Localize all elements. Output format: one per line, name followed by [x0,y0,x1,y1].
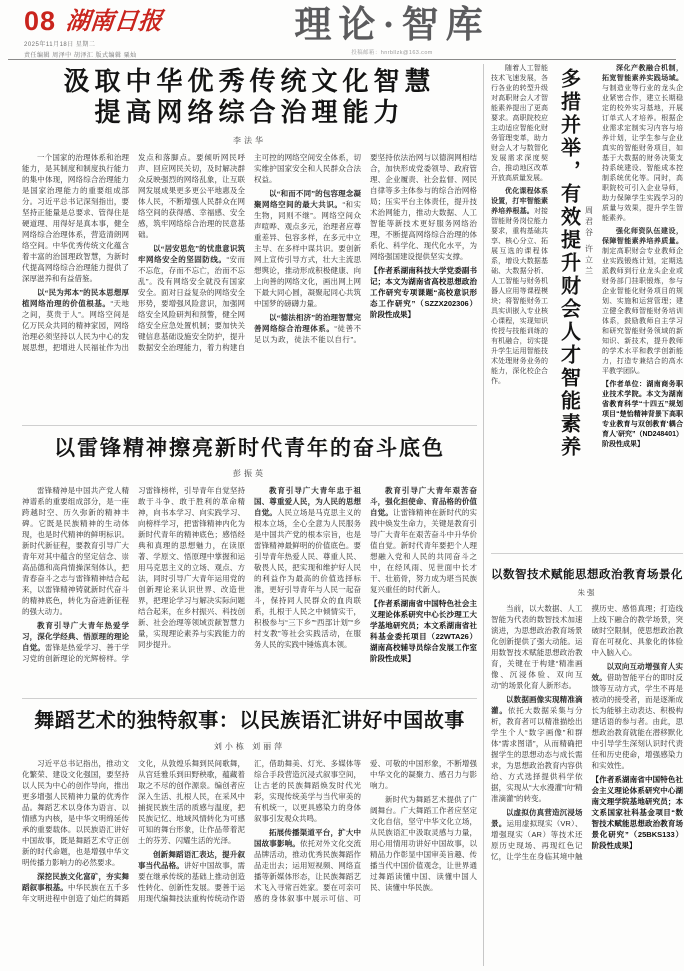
masthead-block [24,8,162,59]
masthead-logo: 湖南日报 [64,9,164,35]
page-number: 08 [24,6,57,36]
right-column-group [484,64,683,966]
body-paragraph: 以“和而不同”的包容理念凝聚网络空间的最大共识。“和实生物，同则不继”。网络空间众声喧哗、观点多元，治理者应尊重差异、包容多样，在多元中立主导、在多样中谋共识。要创新网上宣传引导方式，壮大主流思想舆论，推动形成积极健康、向上向善的网络文化，画出网上网下最大同心圆，凝聚起同心共筑中国梦的磅礴力量。 [254,189,362,308]
body-paragraph: 强化师资队伍建设，保障智能素养培养质量。制定高职财会专业教师企业实践锻炼计划，定期选派教师到行业龙头企业或财务部门挂职锻炼，参与企业智能化财务项目的规划、实施和运营管理；建立健全教师智能财务培训体系，鼓励教师自主学习和研究智能财务领域的新知识、新技术，提升教师的学术水平和教学创新能力，打造专兼结合的高水平教学团队。 [602,228,683,375]
body-paragraph: 教育引导广大青年忠于祖国、尊重爱人民，为人民的思想自觉。人民立场是马克思主义的根本立场，全心全意为人民服务是中国共产党的根本宗旨，也是雷锋精神最鲜明的价值底色。要引导青年热爱人民、尊重人民、敬畏人民，把实现和维护好人民的利益作为最高的价值选择标准，更好引导青年与人民一起奋斗，保持同人民群众的血肉联系，扎根于人民之中倾情实干，积极参与“三下乡”“西部计划”“乡村支教”等社会实践活动，在服务人民的实践中锤炼真本领。 [254,486,362,649]
body-paragraph: 一个国家的治理体系和治理能力，是其制度和制度执行能力的集中体现，网络综合治理能力是国家治理能力的重要组成部分。习近平总书记深刻指出，要坚持正能量是总要求、管得住是硬道理、用得好是真本事，健全网络综合治理体系，营造清朗网络空间。中华优秀传统文化蕴含着丰富的治国理政智慧，为新时代提高网络综合治理能力提供了深厚滋养和有益借鉴。 [22,153,129,283]
article-authors-vertical: 周君谷 许立兰 [584,206,594,278]
page-content [22,64,683,966]
article-body-column-right [602,64,683,546]
page-header [0,0,684,58]
section-title-block [294,6,489,56]
submission-email-line: 投稿邮箱：hnrbllzk@163.com [351,50,433,56]
article-footnote: 【作者系湖南省中国特色社会主义理论体系研究中心长沙理工大学基地研究员；本文系湖南省社科基金委托项目（22WTA26）湖南高校辅导员综合发展工作室阶段性成果】 [370,599,477,663]
article-title: 以雷锋精神擦亮新时代青年的奋斗底色 [54,437,445,460]
article-footnote: 【作者单位：湖南商务职业技术学院。本文为湖南省教育科学“十四五”规划项目“楚怡精神背景下高职专业教育与双创教育‘耦合育人’研究”（ND248401）阶段性成果】 [602,381,683,448]
article-title [22,66,477,128]
section-separator [491,553,683,554]
body-paragraph: 创新舞蹈语汇表达，提升叙事当代品格。讲好中国故事，需要在继承传统的基础上推动创造性转化、创新性发展。要善于运用现代编舞技法重构传统动作语汇，借助舞美、灯光、多媒体等综合手段营造沉浸式叙事空间，让古老的民族舞蹈焕发时代光彩，实现传统美学与当代审美的有机统一，以更具感染力的身体叙事引发观众共鸣。 [138,759,361,903]
vertical-headline-strip [548,64,602,546]
section-separator [22,425,477,426]
body-paragraph: 教育引导广大青年热爱学习，深化学经典、悟原理的理论自觉。雷锋是热爱学习、善于学习党的创新理论的光辉榜样。学习雷锋榜样，引导青年自觉坚持敢于斗争、敢于胜利的革命精神，向书本学习、向实践学习、向榜样学习，把雷锋精神内化为新时代青年的精神底色；感悟经典和真理的思想魅力，在读原著、学原文、悟原理中掌握和运用马克思主义的立场、观点、方法，同时引导广大青年运用党的创新理论来认识世界、改造世界，把理论学习与解决实际问题结合起来，在乡村振兴、科技创新、社会治理等领域贡献智慧力量，实现理论素养与实践能力的同步提升。 [22,486,245,663]
article-title-line2: 提高网络综合治理能力 [94,97,405,127]
date-line: 2025年11月18日 星期二 [24,42,96,48]
article-network-governance [22,64,477,418]
article-body [22,758,477,971]
editors-line: 责任编辑 周泽中 胡泽汇 版式编辑 粟灿 [24,53,137,59]
body-paragraph: 新时代为舞蹈艺术提供了广阔舞台。广大舞蹈工作者应坚定文化自信，坚守中华文化立场，从民族语汇中汲取灵感与力量，用心用情用功讲好中国故事，以精品力作彰显中国审美旨趣、传播当代中国价值观念，让世界通过舞蹈读懂中国、读懂中国人民、读懂中华民族。 [370,795,477,892]
article-title-vertical: 多措并举，有效提升财会人才智能素养 [557,68,580,459]
body-paragraph: 习近平总书记指出，推动文化繁荣、建设文化强国，要坚持以人民为中心的创作导向，推出更多增强人民精神力量的优秀作品。舞蹈艺术以身体为语言、以情感为内核，是中华文明绵延传承的重要载体。以民族语汇讲好中国故事，既是舞蹈艺术守正创新的时代命题，也是增强中华文明传播力影响力的必然要求。 [22,759,129,867]
body-paragraph: 以“民为邦本”的民本思想厚植网络治理的价值根基。“天地之间，莫贵于人”。网络空间是亿万民众共同的精神家园，网络治理必须坚持以人民为中心的发展思想，把增进人民福祉作为出发点和落脚点。要倾听网民呼声、回应网民关切，及时解决群众反映强烈的网络乱象，让互联网发展成果更多更公平地惠及全体人民，不断增强人民群众在网络空间的获得感、幸福感、安全感，筑牢网络综合治理的民意基础。 [22,153,245,352]
body-paragraph: 深化产教融合机制，拓宽智能素养实践场域。与制造业等行业的龙头企业紧密合作，建立长期稳定的校外实习基地，开展订单式人才培养。根据企业需求定制实习内容与培养计划，让学生参与企业真实的智能财务项目，如基于大数据的财务决策支持系统建设、智能成本控制系统优化等。同时，高职院校可引入企业导师，助力保障学生实践学习的质量与效果，提升学生智能素养。 [602,65,683,222]
article-footnote: 【作者系湖南科技大学党委副书记；本文为湖南省高校思想政治工作研究专项课题“高校意识形态工作研究”（SZZX202306）阶段性成果】 [370,266,477,319]
article-author: 李法华 [233,136,266,145]
body-paragraph: 以数据画像实现精准滴灌。依托大数据采集与分析，教育者可以精准描绘出学生个人“数字画像”和群体“需求图谱”，从而精确把握学生的思想动态与成长需求，为思想政治教育内容供给、方式选择提供科学依据，实现从“大水漫灌”向“精准滴灌”的转变。 [491,695,583,803]
left-column-group [22,64,483,966]
body-paragraph: 以“居安思危”的忧患意识筑牢网络安全的坚固防线。“安而不忘危，存而不忘亡，治而不忘乱”。没有网络安全就没有国家安全。面对日益复杂的网络安全形势，要增强风险意识，加强网络安全风险研判和预警，健全网络安全应急处置机制；要加快关键信息基础设施安全防护，提升数据安全治理能力，着力构建自主可控的网络空间安全体系，切实维护国家安全和人民群众合法权益。 [138,153,361,352]
body-paragraph: 以虚拟仿真营造沉浸场景。运用虚拟现实（VR）、增强现实（AR）等技术还原历史现场、再现红色记忆，让学生在身临其境中触摸历史、感悟真理；打造线上线下融合的教学场景，突破时空限制，使思想政治教育在可视化、具象化的体验中入脑入心。 [491,604,683,861]
body-paragraph: 当前，以大数据、人工智能为代表的数智技术加速演进，为思想政治教育场景化创新提供了强大动能。运用数智技术赋能思想政治教育，关键在于构建“精准画像、沉浸体验、双向互动”的场景化育人新形态。 [491,604,583,690]
article-leifeng-spirit [22,432,477,691]
body-paragraph: 深挖民族文化富矿，夯实舞蹈叙事根基。中华民族在五千多年文明进程中创造了灿烂的舞蹈文化，从敦煌乐舞到民间歌舞，从宫廷雅乐到田野秧歌，蕴藏着取之不尽的创作源泉。编创者应深入生活、扎根人民，在采风中捕捉民族生活的质感与温度，把民族记忆、地域风情转化为可感可知的舞台形象，让作品带着泥土的芬芳、闪耀生活的光泽。 [22,759,245,903]
article-author: 朱强 [577,588,597,597]
body-paragraph: 教育引导广大青年艰苦奋斗，强化担使命、育品格的价值自觉。让雷锋精神在新时代的实践中焕发生命力，关键是教育引导广大青年在艰苦奋斗中升华价值自觉。新时代青年要把个人理想融入党和人民的共同奋斗之中，在经风雨、见世面中长才干、壮筋骨，努力成为堪当民族复兴重任的时代新人。 [370,486,477,594]
article-dance-narrative [22,705,477,971]
body-paragraph: 优化课程体系设置，打牢智能素养培养根基。对接智能财务岗位能力要求，重构基础共享、核心分立、拓展互选的课程体系，增设大数据基础、大数据分析、人工智能与财务机器人应用等课程模块；将智能财务工具实训嵌入专业核心课程，实现知识传授与技能训练的有机融合，切实提升学生运用智能技术处理财务业务的能力，深化校企合作。 [491,188,548,385]
article-body [22,152,477,418]
article-title: 舞蹈艺术的独特叙事：以民族语汇讲好中国故事 [34,710,465,732]
article-author: 彭振英 [233,469,266,478]
article-finance-talent [491,64,683,546]
header-rule [8,59,676,60]
body-paragraph: 以双向互动增强育人实效。借助智能平台的即时反馈等互动方式，学生不再是被动的接受者，而是逐渐成长为能够主动表达、积极构建话语的参与者。由此，思想政治教育就能在潜移默化中引导学生深刻认识时代责任和历史使命，增强感染力和实效性。 [591,662,683,770]
body-paragraph: 拓展传播渠道平台，扩大中国故事影响。依托对外文化交流品牌活动，推动优秀民族舞蹈作品走出去；运用短视频、网络直播等新媒体形态，让民族舞蹈艺术飞入寻常百姓家。要在可亲可感的身体叙事中展示可信、可爱、可敬的中国形象，不断增强中华文化的凝聚力、感召力与影响力。 [254,759,477,903]
article-digital-ideology-education [491,560,683,955]
section-title: 理论·智库 [294,5,490,46]
section-separator [22,698,477,699]
article-title: 以数智技术赋能思想政治教育场景化 [491,569,683,581]
body-paragraph: 随着人工智能技术飞速发展，各行各业的转型升级对高职财会人才智能素养提出了更高要求。高职院校应主动适应智能化财务管理变革，助力财会人才与数智化发展需求深度契合，推动地区改革开放高质量发展。 [491,65,548,182]
article-footnote: 【作者系湖南省中国特色社会主义理论体系研究中心湖南文理学院基地研究员；本文系国家社科基金项目“数智技术赋能思想政治教育场景化研究”（25BKS133）阶段性成果】 [591,775,683,850]
article-authors: 刘小栋 刘丽萍 [213,742,286,751]
article-title-line1: 汲取中华优秀传统文化智慧 [63,66,436,96]
article-body [491,603,683,955]
body-paragraph: 以“德法相济”的治理智慧完善网络综合治理体系。“徒善不足以为政，徒法不能以自行”。要坚持依法治网与以德润网相结合，加快形成党委领导、政府管理、企业履责、社会监督、网民自律等多主体参与的综合治网格局；压实平台主体责任，提升技术治网能力，推动大数据、人工智能等新技术更好服务网络治理，不断提高网络综合治理的体系化、科学化、现代化水平，为网络强国建设提供坚实支撑。 [254,153,477,344]
body-paragraph: 雷锋精神是中国共产党人精神谱系的重要组成部分，是一座跨越时空、历久弥新的精神丰碑。它既是民族精神的生动体现，也是时代精神的鲜明标识。新时代新征程，要教育引导广大青年对其中蕴含的坚定信念、崇高品德和高尚情操深刻体认，把青春奋斗之志与雷锋精神结合起来，以雷锋精神铸就新时代奋斗的精神底色，转化为奋进新征程的强大动力。 [22,486,129,616]
article-body [22,485,477,691]
article-body-column-left [491,64,548,546]
